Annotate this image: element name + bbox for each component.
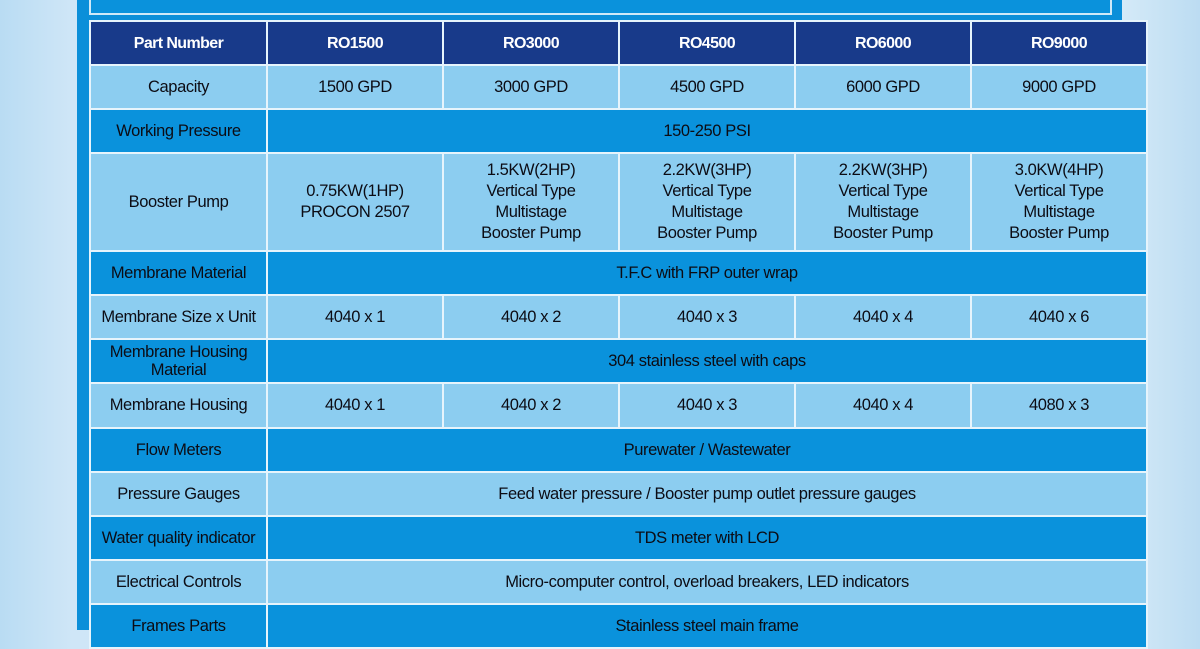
row-value: 4040 x 4 xyxy=(795,383,971,428)
table-row xyxy=(90,560,1147,604)
row-label: Membrane Housing xyxy=(90,383,267,428)
row-value: Micro-computer control, overload breakers, LED indicators xyxy=(267,560,1147,604)
table-row xyxy=(90,153,1147,251)
row-value: 150-250 PSI xyxy=(267,109,1147,153)
header-model: RO3000 xyxy=(443,21,619,65)
table-row xyxy=(90,109,1147,153)
row-value: 4040 x 3 xyxy=(619,295,795,339)
row-label: Working Pressure xyxy=(90,109,267,153)
table-row xyxy=(90,383,1147,428)
row-value: 4040 x 6 xyxy=(971,295,1147,339)
table-row xyxy=(90,295,1147,339)
row-value: 4040 x 4 xyxy=(795,295,971,339)
row-value: 6000 GPD xyxy=(795,65,971,109)
row-value: 2.2KW(3HP) Vertical Type Multistage Booster Pump xyxy=(619,153,795,251)
header-part-number: Part Number xyxy=(90,21,267,65)
row-value: 4040 x 1 xyxy=(267,383,443,428)
row-label: Capacity xyxy=(90,65,267,109)
spec-table xyxy=(89,20,1148,649)
row-value: 1500 GPD xyxy=(267,65,443,109)
row-label: Pressure Gauges xyxy=(90,472,267,516)
row-label: Booster Pump xyxy=(90,153,267,251)
row-value: T.F.C with FRP outer wrap xyxy=(267,251,1147,295)
row-value: 4080 x 3 xyxy=(971,383,1147,428)
row-value: Feed water pressure / Booster pump outlet pressure gauges xyxy=(267,472,1147,516)
row-label: Electrical Controls xyxy=(90,560,267,604)
row-value: Stainless steel main frame xyxy=(267,604,1147,648)
table-row xyxy=(90,472,1147,516)
table-row xyxy=(90,604,1147,648)
table-row xyxy=(90,339,1147,383)
row-value: 4500 GPD xyxy=(619,65,795,109)
row-value: 2.2KW(3HP) Vertical Type Multistage Booster Pump xyxy=(795,153,971,251)
table-row xyxy=(90,65,1147,109)
row-label: Frames Parts xyxy=(90,604,267,648)
row-value: TDS meter with LCD xyxy=(267,516,1147,560)
row-label: Membrane Size x Unit xyxy=(90,295,267,339)
row-value: 9000 GPD xyxy=(971,65,1147,109)
row-value: 4040 x 3 xyxy=(619,383,795,428)
row-value: 4040 x 2 xyxy=(443,383,619,428)
row-label: Flow Meters xyxy=(90,428,267,472)
row-value: 3.0KW(4HP) Vertical Type Multistage Booster Pump xyxy=(971,153,1147,251)
header-model: RO9000 xyxy=(971,21,1147,65)
table-row xyxy=(90,428,1147,472)
row-value: 3000 GPD xyxy=(443,65,619,109)
row-value: 304 stainless steel with caps xyxy=(267,339,1147,383)
table-row xyxy=(90,251,1147,295)
row-label: Water quality indicator xyxy=(90,516,267,560)
row-value: Purewater / Wastewater xyxy=(267,428,1147,472)
top-banner-box xyxy=(89,0,1112,15)
header-model: RO1500 xyxy=(267,21,443,65)
row-label: Membrane Housing Material xyxy=(90,339,267,383)
table-row xyxy=(90,516,1147,560)
row-value: 4040 x 1 xyxy=(267,295,443,339)
row-value: 0.75KW(1HP) PROCON 2507 xyxy=(267,153,443,251)
row-value: 1.5KW(2HP) Vertical Type Multistage Booster Pump xyxy=(443,153,619,251)
header-model: RO4500 xyxy=(619,21,795,65)
row-value: 4040 x 2 xyxy=(443,295,619,339)
header-model: RO6000 xyxy=(795,21,971,65)
row-label: Membrane Material xyxy=(90,251,267,295)
